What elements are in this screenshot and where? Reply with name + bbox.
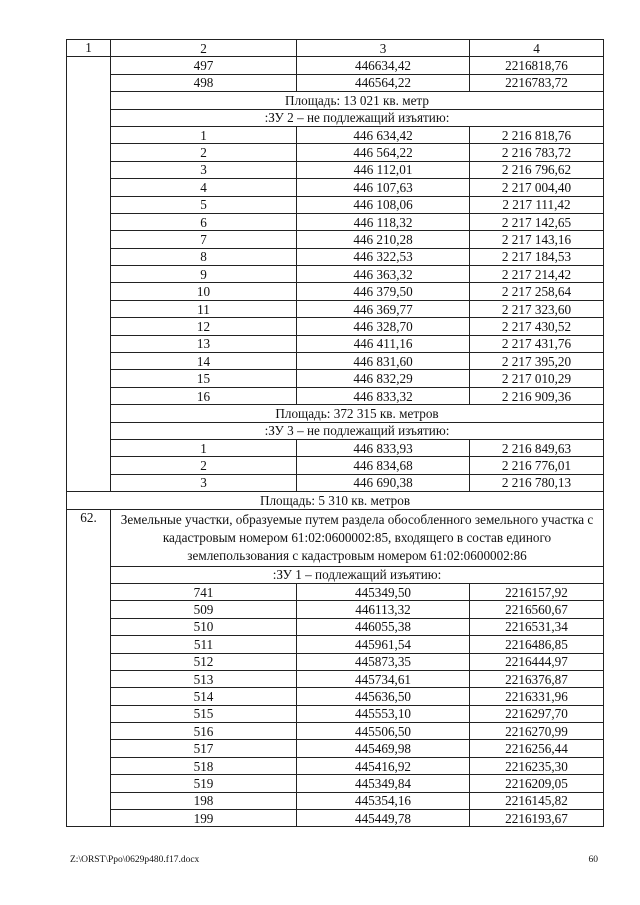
coord-y: 2216270,99: [470, 723, 604, 740]
coord-y: 2 216 849,63: [470, 439, 604, 456]
coord-y: 2216145,82: [470, 792, 604, 809]
coord-x: 445349,84: [297, 775, 470, 792]
coord-x: 446 108,06: [297, 196, 470, 213]
coord-y: 2216297,70: [470, 705, 604, 722]
coord-y: 2 217 142,65: [470, 213, 604, 230]
coord-x: 446 833,32: [297, 387, 470, 404]
coord-y: 2 217 395,20: [470, 353, 604, 370]
table-row: [67, 653, 604, 670]
table-row: [67, 300, 604, 317]
point-number: 2: [111, 457, 297, 474]
coord-y: 2216444,97: [470, 653, 604, 670]
coord-x: 446 564,22: [297, 144, 470, 161]
coord-y: 2 217 111,42: [470, 196, 604, 213]
table-row: [67, 723, 604, 740]
table-row: [67, 283, 604, 300]
point-number: 511: [111, 636, 297, 653]
table-row: [67, 740, 604, 757]
coord-x: 446 833,93: [297, 439, 470, 456]
coord-x: 446 634,42: [297, 126, 470, 143]
point-number: 514: [111, 688, 297, 705]
coord-x: 446113,32: [297, 601, 470, 618]
point-number: 3: [111, 161, 297, 178]
coord-y: 2 217 214,42: [470, 266, 604, 283]
coord-y: 2 217 323,60: [470, 300, 604, 317]
coord-x: 446 690,38: [297, 474, 470, 491]
table-row: [67, 422, 604, 439]
table-row: [67, 566, 604, 583]
point-number: 509: [111, 601, 297, 618]
coord-x: 445636,50: [297, 688, 470, 705]
coord-x: 445961,54: [297, 636, 470, 653]
table-row: [67, 109, 604, 126]
table-row: [67, 705, 604, 722]
coord-x: 445553,10: [297, 705, 470, 722]
point-number: 517: [111, 740, 297, 757]
table-row: [67, 492, 604, 509]
coord-y: 2 217 258,64: [470, 283, 604, 300]
coord-y: 2 216 780,13: [470, 474, 604, 491]
file-path: Z:\ORST\Ppo\0629p480.f17.docx: [70, 855, 200, 865]
coord-x: 446 118,32: [297, 213, 470, 230]
coord-y: 2 216 796,62: [470, 161, 604, 178]
table-row: [67, 266, 604, 283]
coord-y: 2216783,72: [470, 74, 604, 91]
point-number: 14: [111, 353, 297, 370]
point-number: 510: [111, 618, 297, 635]
coord-x: 446 112,01: [297, 161, 470, 178]
area-label: Площадь: 372 315 кв. метров: [111, 405, 604, 422]
item-number: 62.: [67, 509, 111, 827]
coord-y: 2 216 783,72: [470, 144, 604, 161]
point-number: 1: [111, 126, 297, 143]
table-row: [67, 688, 604, 705]
table-row: [67, 353, 604, 370]
point-number: 15: [111, 370, 297, 387]
point-number: 6: [111, 213, 297, 230]
coord-y: 2 217 010,29: [470, 370, 604, 387]
table-row: [67, 810, 604, 827]
point-number: 741: [111, 583, 297, 600]
table-row: [67, 583, 604, 600]
coord-x: 445734,61: [297, 670, 470, 687]
coord-x: 445469,98: [297, 740, 470, 757]
point-number: 4: [111, 179, 297, 196]
table-row: [67, 636, 604, 653]
coord-y: 2216331,96: [470, 688, 604, 705]
coord-x: 446 328,70: [297, 318, 470, 335]
coord-y: 2 216 909,36: [470, 387, 604, 404]
item-number-cell: [67, 57, 111, 492]
parcel-title: :ЗУ 1 – подлежащий изъятию:: [111, 566, 604, 583]
coord-y: 2216235,30: [470, 757, 604, 774]
point-number: 3: [111, 474, 297, 491]
coord-y: 2 216 776,01: [470, 457, 604, 474]
point-number: 199: [111, 810, 297, 827]
point-number: 10: [111, 283, 297, 300]
table-row: [67, 248, 604, 265]
point-number: 16: [111, 387, 297, 404]
table-row: [67, 335, 604, 352]
coord-x: 446055,38: [297, 618, 470, 635]
point-number: 198: [111, 792, 297, 809]
table-row: [67, 792, 604, 809]
table-row: [67, 457, 604, 474]
coord-y: 2216193,67: [470, 810, 604, 827]
coord-y: 2 217 004,40: [470, 179, 604, 196]
header-cell: 2: [111, 40, 297, 57]
table-row: [67, 196, 604, 213]
coord-x: 446 379,50: [297, 283, 470, 300]
coord-y: 2 216 818,76: [470, 126, 604, 143]
point-number: 11: [111, 300, 297, 317]
point-number: 516: [111, 723, 297, 740]
table-row: [67, 144, 604, 161]
coord-x: 446 369,77: [297, 300, 470, 317]
point-number: 9: [111, 266, 297, 283]
item-description: Земельные участки, образуемые путем раздела обособленного земельного участка с кадастровым номером 61:02:0600002:85, входящего в состав единого землепользования с кадастровым номером 61:02:0600002:86: [111, 509, 604, 566]
coord-y: 2216531,34: [470, 618, 604, 635]
coord-y: 2 217 431,76: [470, 335, 604, 352]
coord-x: 446 107,63: [297, 179, 470, 196]
point-number: 12: [111, 318, 297, 335]
table-row: [67, 92, 604, 109]
coord-x: 446 322,53: [297, 248, 470, 265]
point-number: 515: [111, 705, 297, 722]
header-cell: 1: [67, 40, 111, 57]
coord-x: 445449,78: [297, 810, 470, 827]
point-number: 7: [111, 231, 297, 248]
coord-x: 446 831,60: [297, 353, 470, 370]
header-row: [67, 40, 604, 57]
point-number: 1: [111, 439, 297, 456]
point-number: 13: [111, 335, 297, 352]
table-row: [67, 318, 604, 335]
coord-x: 446 834,68: [297, 457, 470, 474]
table-row: [67, 618, 604, 635]
parcel-title: :ЗУ 2 – не подлежащий изъятию:: [111, 109, 604, 126]
coord-y: 2216818,76: [470, 57, 604, 74]
point-number: 512: [111, 653, 297, 670]
coord-y: 2216560,67: [470, 601, 604, 618]
coord-x: 445354,16: [297, 792, 470, 809]
coord-y: 2 217 184,53: [470, 248, 604, 265]
table-row: [67, 387, 604, 404]
coord-x: 445349,50: [297, 583, 470, 600]
parcel-title: :ЗУ 3 – не подлежащий изъятию:: [111, 422, 604, 439]
table-row: [67, 74, 604, 91]
table-row: [67, 757, 604, 774]
header-cell: 3: [297, 40, 470, 57]
coord-y: 2216376,87: [470, 670, 604, 687]
coord-y: 2216157,92: [470, 583, 604, 600]
table-row: [67, 126, 604, 143]
coord-y: 2 217 430,52: [470, 318, 604, 335]
coord-x: 446634,42: [297, 57, 470, 74]
coord-x: 446 411,16: [297, 335, 470, 352]
area-label: Площадь: 13 021 кв. метр: [111, 92, 604, 109]
coord-x: 445873,35: [297, 653, 470, 670]
coord-x: 446 832,29: [297, 370, 470, 387]
table-row: [67, 775, 604, 792]
table-row: [67, 601, 604, 618]
table-row: [67, 57, 604, 74]
table-row: [67, 670, 604, 687]
table-row: [67, 405, 604, 422]
point-number: 519: [111, 775, 297, 792]
coord-y: 2216256,44: [470, 740, 604, 757]
header-cell: 4: [470, 40, 604, 57]
coord-x: 445416,92: [297, 757, 470, 774]
coord-x: 445506,50: [297, 723, 470, 740]
page-number: 60: [588, 855, 598, 865]
point-number: 498: [111, 74, 297, 91]
table-row: [67, 213, 604, 230]
coord-y: 2216209,05: [470, 775, 604, 792]
coord-x: 446564,22: [297, 74, 470, 91]
point-number: 8: [111, 248, 297, 265]
area-label: Площадь: 5 310 кв. метров: [67, 492, 604, 509]
table-row: [67, 231, 604, 248]
coord-y: 2216486,85: [470, 636, 604, 653]
table-row: [67, 179, 604, 196]
table-row: [67, 161, 604, 178]
point-number: 518: [111, 757, 297, 774]
point-number: 513: [111, 670, 297, 687]
table-row: [67, 439, 604, 456]
table-row: [67, 509, 604, 566]
coord-y: 2 217 143,16: [470, 231, 604, 248]
table-row: [67, 474, 604, 491]
point-number: 2: [111, 144, 297, 161]
table-row: [67, 370, 604, 387]
coord-x: 446 210,28: [297, 231, 470, 248]
point-number: 497: [111, 57, 297, 74]
coordinates-table: [66, 39, 604, 827]
point-number: 5: [111, 196, 297, 213]
coord-x: 446 363,32: [297, 266, 470, 283]
